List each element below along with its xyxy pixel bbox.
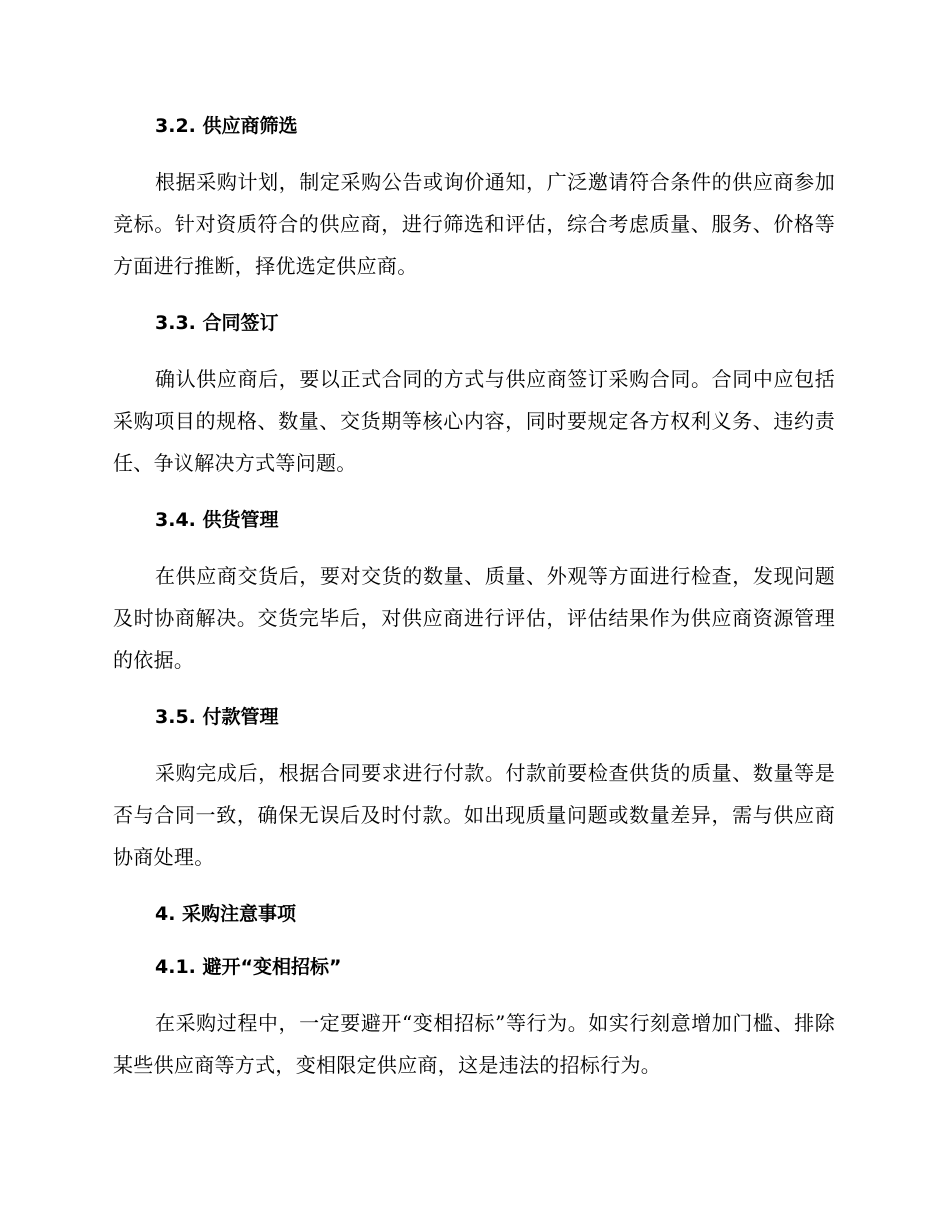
section-paragraph-3-4: 在供应商交货后，要对交货的数量、质量、外观等方面进行检查，发现问题及时协商解决。交货完毕后，对供应商进行评估，评估结果作为供应商资源管理的依据。 [113, 564, 835, 672]
section-heading-3-4: 3.4. 供货管理 [155, 509, 279, 531]
section-paragraph-3-3: 确认供应商后，要以正式合同的方式与供应商签订采购合同。合同中应包括采购项目的规格、数量、交货期等核心内容，同时要规定各方权利义务、违约责任、争议解决方式等问题。 [113, 367, 835, 475]
section-paragraph-3-2: 根据采购计划，制定采购公告或询价通知，广泛邀请符合条件的供应商参加竞标。针对资质符合的供应商，进行筛选和评估，综合考虑质量、服务、价格等方面进行推断，择优选定供应商。 [113, 170, 835, 278]
section-heading-4: 4. 采购注意事项 [155, 903, 297, 925]
section-paragraph-3-5: 采购完成后，根据合同要求进行付款。付款前要检查供货的质量、数量等是否与合同一致，确保无误后及时付款。如出现质量问题或数量差异，需与供应商协商处理。 [113, 761, 835, 869]
section-heading-3-2: 3.2. 供应商筛选 [155, 115, 298, 137]
document-body [113, 110, 835, 1086]
section-heading-3-3: 3.3. 合同签订 [155, 312, 279, 334]
section-heading-4-1: 4.1. 避开“变相招标” [155, 956, 342, 978]
section-heading-3-5: 3.5. 付款管理 [155, 706, 279, 728]
section-paragraph-4-1: 在采购过程中，一定要避开“变相招标”等行为。如实行刻意增加门槛、排除某些供应商等方式，变相限定供应商，这是违法的招标行为。 [113, 1011, 835, 1077]
